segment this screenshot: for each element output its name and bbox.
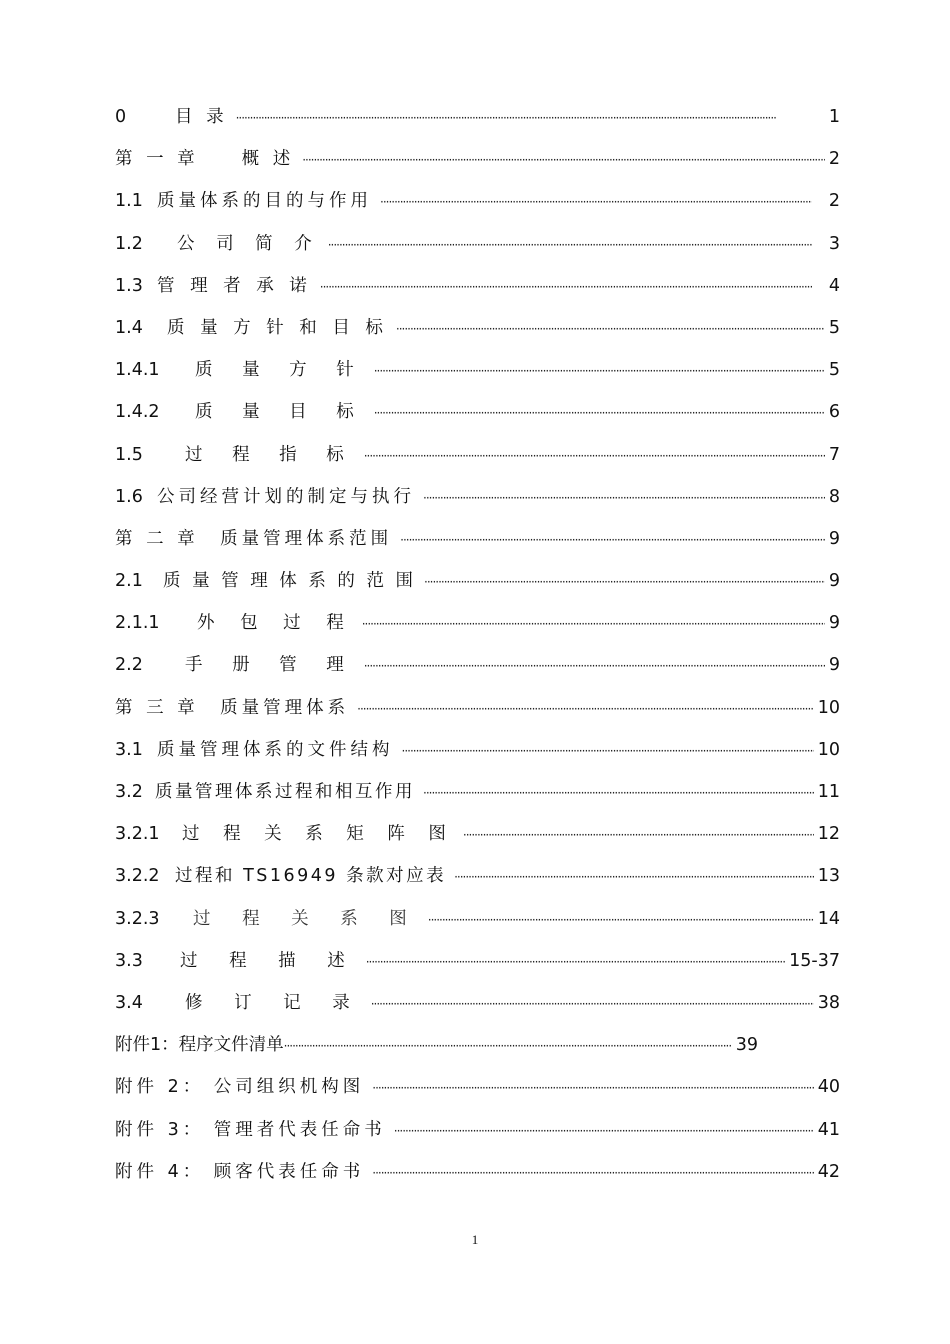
toc-title: 过 程 描 述 bbox=[180, 950, 358, 971]
toc-title: 过 程 指 标 bbox=[185, 444, 356, 465]
page-number: 1 bbox=[471, 1232, 479, 1247]
toc-title: 公司经营计划的制定与执行 bbox=[157, 486, 415, 507]
toc-entry[interactable] bbox=[115, 483, 840, 525]
toc-number: 1.3 bbox=[115, 275, 143, 296]
toc-number: 2.2 bbox=[115, 655, 143, 676]
toc-page: 15-37 bbox=[789, 950, 840, 971]
toc-leader bbox=[302, 153, 825, 167]
toc-leader bbox=[374, 364, 825, 378]
toc-entry[interactable] bbox=[115, 1031, 840, 1073]
toc-title: 过程和 TS16949 条款对应表 bbox=[175, 866, 447, 887]
toc-entry[interactable] bbox=[115, 525, 840, 567]
toc-title: 质 量 管 理 体 系 的 范 围 bbox=[163, 571, 417, 592]
toc-page: 9 bbox=[828, 655, 840, 676]
toc-leader bbox=[424, 575, 825, 589]
toc-title: 附件 4： 顾客代表任命书 bbox=[115, 1161, 365, 1182]
toc-page: 1 bbox=[828, 107, 840, 127]
toc-leader bbox=[423, 786, 814, 800]
toc-entry[interactable] bbox=[115, 905, 840, 947]
toc-page: 14 bbox=[817, 908, 840, 929]
toc-number: 3.2.2 bbox=[115, 866, 160, 887]
toc-page: 7 bbox=[828, 444, 840, 465]
toc-leader bbox=[362, 617, 825, 631]
toc-page: 39 bbox=[735, 1035, 758, 1056]
toc-leader bbox=[372, 1166, 813, 1180]
toc-number: 2.1 bbox=[115, 571, 143, 592]
toc-entry[interactable] bbox=[115, 778, 840, 820]
toc-number: 3.3 bbox=[115, 950, 143, 971]
toc-page: 10 bbox=[817, 697, 840, 718]
toc-page: 11 bbox=[817, 782, 840, 802]
toc-leader bbox=[320, 280, 812, 294]
toc-number: 3.2 bbox=[115, 782, 143, 802]
toc-number: 1.2 bbox=[115, 233, 143, 254]
toc-title: 第 三 章 质量管理体系 bbox=[115, 697, 350, 718]
toc-leader bbox=[372, 1081, 813, 1095]
toc-number: 1.4.2 bbox=[115, 402, 160, 423]
toc-number: 1.5 bbox=[115, 444, 143, 465]
toc-title: 质量体系的目的与作用 bbox=[157, 191, 372, 212]
toc-page: 3 bbox=[828, 233, 840, 254]
toc-entry[interactable] bbox=[115, 820, 840, 862]
toc-page: 12 bbox=[817, 824, 840, 845]
toc-entry[interactable] bbox=[115, 230, 840, 272]
toc-entry[interactable] bbox=[115, 398, 840, 440]
toc-entry[interactable] bbox=[115, 1116, 840, 1158]
toc-leader bbox=[394, 1124, 814, 1138]
toc-leader bbox=[364, 449, 825, 463]
toc-leader bbox=[366, 955, 785, 969]
toc-leader bbox=[236, 111, 812, 125]
toc-page: 6 bbox=[828, 402, 840, 423]
toc-entry[interactable] bbox=[115, 567, 840, 609]
toc-entry[interactable] bbox=[115, 862, 840, 904]
toc-title: 质 量 目 标 bbox=[195, 402, 366, 423]
toc-page: 5 bbox=[828, 360, 840, 381]
toc-leader bbox=[423, 491, 825, 505]
toc-entry[interactable] bbox=[115, 947, 840, 989]
toc-entry[interactable] bbox=[115, 187, 840, 229]
toc-title: 附件1：程序文件清单 bbox=[115, 1035, 284, 1056]
toc-page: 8 bbox=[828, 486, 840, 507]
toc-entry[interactable] bbox=[115, 989, 840, 1031]
toc-page: 42 bbox=[817, 1161, 840, 1182]
toc-leader bbox=[357, 702, 814, 716]
toc-title: 过 程 关 系 图 bbox=[193, 908, 420, 929]
toc-title: 第 二 章 质量管理体系范围 bbox=[115, 528, 393, 549]
toc-leader bbox=[454, 870, 814, 884]
toc-page: 38 bbox=[817, 992, 840, 1013]
toc-number: 3.2.3 bbox=[115, 908, 160, 929]
toc-leader bbox=[284, 1039, 732, 1053]
toc-entry[interactable] bbox=[115, 694, 840, 736]
toc-title: 目 录 bbox=[175, 107, 228, 127]
toc-page: 9 bbox=[828, 571, 840, 592]
toc-leader bbox=[396, 322, 825, 336]
toc-number: 1.6 bbox=[115, 486, 143, 507]
toc-leader bbox=[400, 533, 825, 547]
toc-page: 2 bbox=[828, 191, 840, 212]
toc-page: 41 bbox=[817, 1119, 840, 1140]
toc-entry[interactable] bbox=[115, 651, 840, 693]
toc-title: 质量管理体系的文件结构 bbox=[157, 739, 394, 760]
toc-entry[interactable] bbox=[115, 103, 840, 145]
toc-page: 13 bbox=[817, 866, 840, 887]
toc-entry[interactable] bbox=[115, 272, 840, 314]
toc-entry[interactable] bbox=[115, 314, 840, 356]
table-of-contents bbox=[115, 103, 840, 1200]
toc-number: 3.2.1 bbox=[115, 824, 160, 845]
toc-entry[interactable] bbox=[115, 145, 840, 187]
toc-entry[interactable] bbox=[115, 356, 840, 398]
toc-page: 4 bbox=[828, 275, 840, 296]
toc-leader bbox=[364, 659, 825, 673]
toc-number: 3.4 bbox=[115, 992, 143, 1013]
toc-entry[interactable] bbox=[115, 1073, 840, 1115]
toc-title: 公 司 简 介 bbox=[177, 233, 320, 254]
toc-leader bbox=[371, 997, 814, 1011]
toc-page: 5 bbox=[828, 317, 840, 338]
toc-entry[interactable] bbox=[115, 1158, 840, 1200]
toc-title: 质 量 方 针 bbox=[195, 360, 366, 381]
toc-title: 修 订 记 录 bbox=[185, 992, 363, 1013]
toc-page: 2 bbox=[828, 149, 840, 170]
toc-title: 管 理 者 承 诺 bbox=[157, 275, 312, 296]
toc-leader bbox=[380, 195, 812, 209]
toc-leader bbox=[374, 406, 825, 420]
toc-entry[interactable] bbox=[115, 609, 840, 651]
toc-number: 2.1.1 bbox=[115, 613, 160, 634]
toc-number: 1.4.1 bbox=[115, 360, 160, 381]
toc-page: 10 bbox=[817, 739, 840, 760]
toc-title: 外 包 过 程 bbox=[197, 613, 354, 634]
toc-page: 40 bbox=[817, 1077, 840, 1098]
toc-title: 过 程 关 系 矩 阵 图 bbox=[182, 824, 455, 845]
toc-leader bbox=[428, 913, 814, 927]
toc-page: 9 bbox=[828, 613, 840, 634]
toc-number: 1.1 bbox=[115, 191, 143, 212]
toc-page: 9 bbox=[828, 528, 840, 549]
toc-leader bbox=[402, 744, 814, 758]
toc-number: 3.1 bbox=[115, 739, 143, 760]
toc-number: 0 bbox=[115, 107, 127, 127]
toc-number: 1.4 bbox=[115, 317, 143, 338]
toc-entry[interactable] bbox=[115, 736, 840, 778]
toc-title: 第 一 章 概 述 bbox=[115, 149, 295, 170]
toc-title: 手 册 管 理 bbox=[185, 655, 356, 676]
toc-leader bbox=[463, 828, 814, 842]
toc-title: 质 量 方 针 和 目 标 bbox=[167, 317, 388, 338]
toc-leader bbox=[328, 238, 812, 252]
toc-entry[interactable] bbox=[115, 441, 840, 483]
toc-title: 附件 2： 公司组织机构图 bbox=[115, 1077, 365, 1098]
toc-title: 附件 3： 管理者代表任命书 bbox=[115, 1119, 386, 1140]
toc-title: 质量管理体系过程和相互作用 bbox=[155, 782, 415, 802]
